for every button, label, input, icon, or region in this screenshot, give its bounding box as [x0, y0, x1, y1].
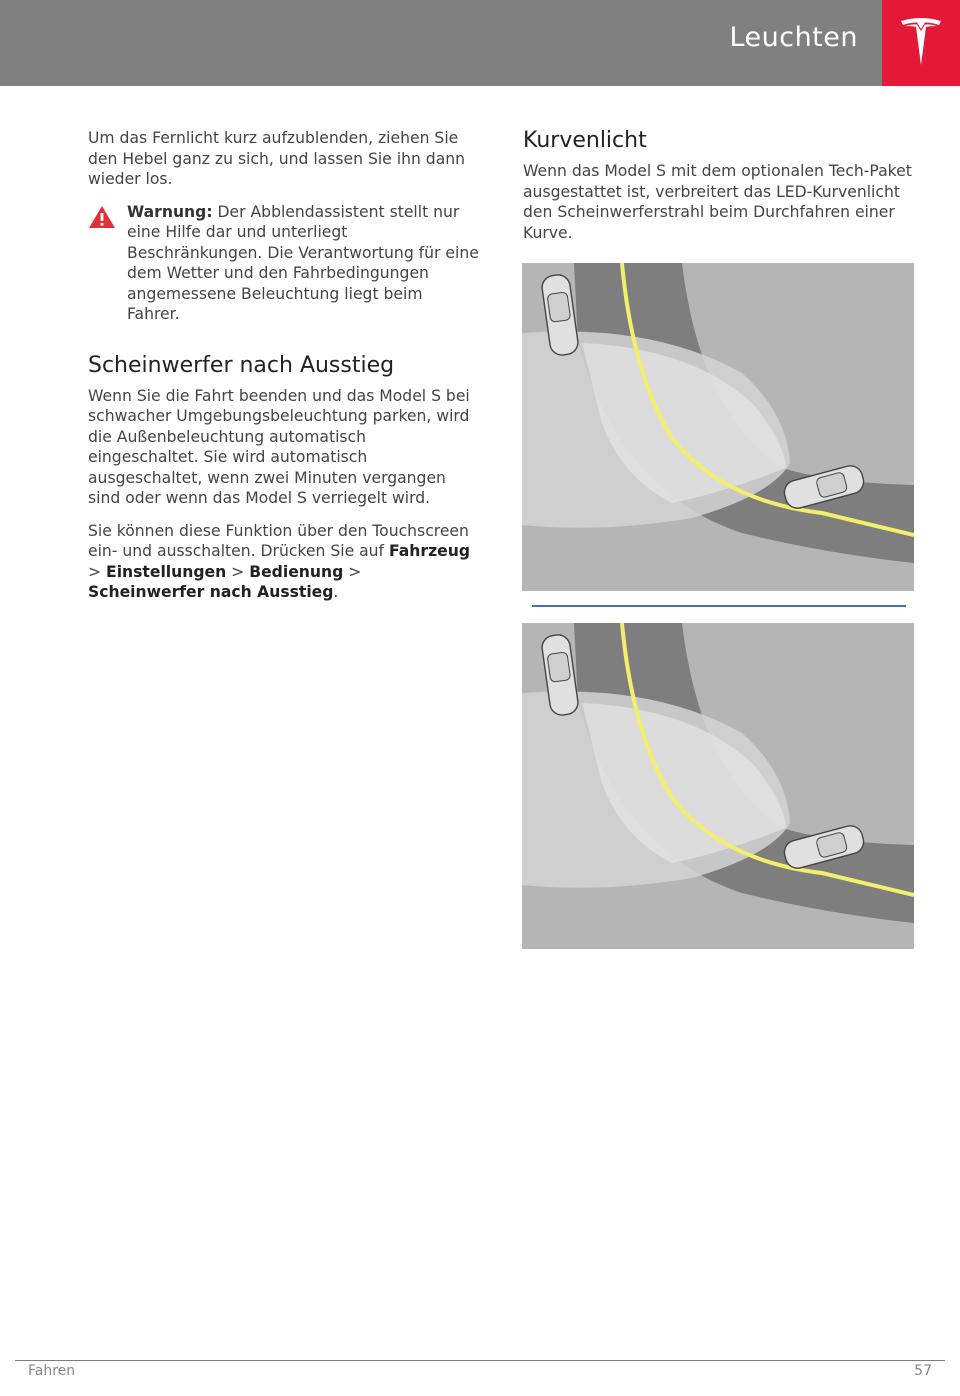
menu-path-item: Einstellungen	[106, 562, 227, 581]
para2-prefix: Sie können diese Funktion über den Touchscreen ein- und ausschalten. Drücken Sie auf	[88, 521, 469, 560]
sentence-end: .	[333, 583, 339, 601]
menu-path-item: Fahrzeug	[389, 542, 470, 560]
section-heading-kurvenlicht: Kurvenlicht	[523, 128, 647, 153]
tesla-logo-icon	[899, 17, 943, 69]
warning-body: Der Abblendassistent stellt nur eine Hilfe dar und unterliegt Beschränkungen. Die Verantwortung für eine dem Wetter und den Fahrbedingungen angemessene Beleuchtung liegt beim Fahrer.	[127, 202, 479, 323]
menu-path-item: Bedienung	[249, 562, 344, 581]
section-heading-scheinwerfer: Scheinwerfer nach Ausstieg	[88, 352, 395, 378]
menu-path-item: Scheinwerfer nach Ausstieg	[88, 583, 334, 601]
footer-rule	[15, 1360, 945, 1361]
path-separator: >	[231, 562, 245, 581]
section-paragraph-2	[88, 521, 480, 603]
kurvenlicht-paragraph: Wenn das Model S mit dem optionalen Tech-Paket ausgestattet ist, verbreitert das LED-Kurvenlicht den Scheinwerferstrahl beim Durchfahren einer Kurve.	[523, 162, 912, 242]
warning-label: Warnung:	[127, 202, 213, 221]
right-column	[523, 128, 915, 255]
left-column	[88, 128, 480, 615]
warning-box	[88, 202, 480, 325]
brand-logo	[882, 0, 960, 86]
page-title: Leuchten	[729, 22, 858, 53]
intro-paragraph: Um das Fernlicht kurz aufzublenden, ziehen Sie den Hebel ganz zu sich, und lassen Sie ihn dann wieder los.	[88, 129, 466, 188]
page-header	[0, 0, 960, 86]
figure-divider	[532, 605, 906, 607]
path-separator: >	[88, 562, 102, 581]
cornering-light-illustration-on	[522, 623, 914, 949]
page-number: 57	[914, 1363, 932, 1379]
warning-text	[127, 202, 480, 325]
section-paragraph-1: Wenn Sie die Fahrt beenden und das Model S bei schwacher Umgebungsbeleuchtung parken, wird die Außenbeleuchtung automatisch eingeschaltet. Sie wird automatisch ausgeschaltet, wenn zwei Minuten vergangen sind oder wenn das Model S verriegelt wird.	[88, 386, 470, 507]
footer-section: Fahren	[28, 1363, 76, 1379]
cornering-light-illustration-off	[522, 263, 914, 591]
path-separator: >	[348, 562, 362, 581]
warning-triangle-icon	[88, 205, 116, 229]
